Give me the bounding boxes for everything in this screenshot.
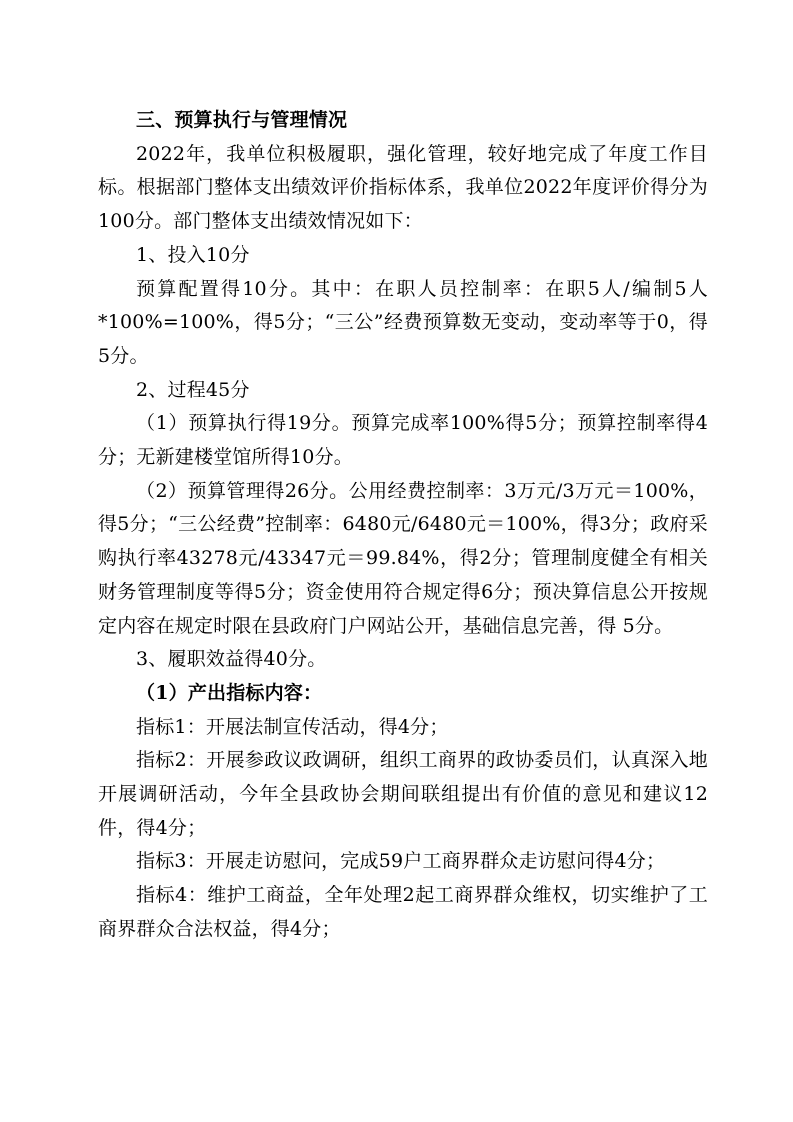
paragraph-performance-title: 3、履职效益得40分。 (136, 648, 327, 671)
indicator-1: 指标1：开展法制宣传活动，得4分； (136, 715, 449, 738)
paragraph-process-title: 2、过程45分 (136, 378, 250, 401)
paragraph-budget-management: （2）预算管理得26分。公用经费控制率：3万元/3万元＝100%，得5分；“三公经费”控制率：6480元/6480元＝100%，得3分；政府采购执行率43278元/43347元＝99.84%，得2分；管理制度健全有相关财务管理制度等得5分；资金使用符合规定得6分；预决算信息公开按规定内容在规定时限在县政府门户网站公开，基础信息完善，得 5分。 (98, 479, 708, 637)
output-indicators-subheading: （1）产出指标内容： (136, 681, 323, 704)
indicator-2: 指标2：开展参政议政调研，组织工商界的政协委员们，认真深入地开展调研活动，今年全县政协会期间联组提出有价值的意见和建议12件，得4分； (98, 749, 708, 839)
indicator-3: 指标3：开展走访慰问，完成59户工商界群众走访慰问得4分； (136, 850, 666, 873)
paragraph-budget-allocation: 预算配置得10分。其中：在职人员控制率：在职5人/编制5人*100%=100%，得5分；“三公”经费预算数无变动，变动率等于0，得5分。 (98, 277, 708, 367)
section-heading: 三、预算执行与管理情况 (136, 109, 348, 131)
document-body (98, 104, 708, 947)
paragraph-input-title: 1、投入10分 (136, 243, 250, 266)
indicator-4: 指标4：维护工商益，全年处理2起工商界群众维权，切实维护了工商界群众合法权益，得4分； (98, 884, 708, 940)
paragraph-summary: 2022年，我单位积极履职，强化管理，较好地完成了年度工作目标。根据部门整体支出绩效评价指标体系，我单位2022年度评价得分为100分。部门整体支出绩效情况如下： (98, 142, 708, 233)
paragraph-budget-execution: （1）预算执行得19分。预算完成率100%得5分；预算控制率得4分；无新建楼堂馆所得10分。 (98, 412, 708, 469)
